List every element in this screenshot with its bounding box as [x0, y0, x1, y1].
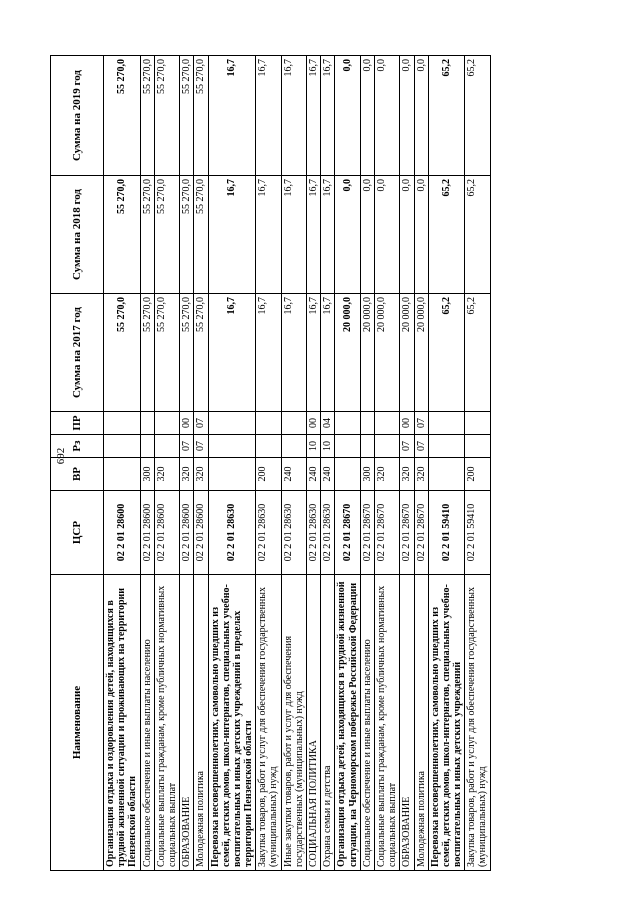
row-csr: 02 2 01 28600	[104, 491, 141, 575]
row-sum-2018: 55 270,0	[140, 176, 154, 294]
row-sum-2019: 16,7	[281, 56, 306, 176]
row-vr: 320	[194, 458, 208, 491]
row-sum-2019: 0,0	[400, 56, 414, 176]
row-vr: 320	[180, 458, 194, 491]
row-pr	[374, 412, 399, 435]
row-name: Социальные выплаты гражданам, кроме публичных нормативных социальных выплат	[154, 575, 179, 871]
row-pr	[140, 412, 154, 435]
row-pr	[104, 412, 141, 435]
row-name: Закупка товаров, работ и услуг для обеспечения государственных (муниципальных) нужд	[256, 575, 281, 871]
row-vr: 200	[465, 458, 490, 491]
row-vr: 300	[360, 458, 374, 491]
row-name: Социальное обеспечение и иные выплаты населению	[360, 575, 374, 871]
row-rz	[104, 435, 141, 458]
row-pr: 04	[321, 412, 335, 435]
header-vr: ВР	[51, 458, 104, 491]
row-sum-2018: 16,7	[281, 176, 306, 294]
row-csr: 02 2 01 28630	[321, 491, 335, 575]
row-name: ОБРАЗОВАНИЕ	[180, 575, 194, 871]
header-sum-2018: Сумма на 2018 год	[51, 176, 104, 294]
row-csr: 02 2 01 28630	[307, 491, 321, 575]
row-sum-2019: 55 270,0	[180, 56, 194, 176]
table-header-row	[51, 56, 104, 871]
row-csr: 02 2 01 59410	[428, 491, 465, 575]
row-csr: 02 2 01 28630	[256, 491, 281, 575]
row-sum-2019: 55 270,0	[104, 56, 141, 176]
row-sum-2018: 16,7	[208, 176, 256, 294]
row-rz: 10	[321, 435, 335, 458]
row-csr: 02 2 01 59410	[465, 491, 490, 575]
row-sum-2019: 16,7	[256, 56, 281, 176]
row-pr	[428, 412, 465, 435]
row-sum-2019: 0,0	[374, 56, 399, 176]
row-sum-2019: 65,2	[465, 56, 490, 176]
table-row	[307, 56, 321, 871]
row-name: Закупка товаров, работ и услуг для обеспечения государственных (муниципальных) нужд	[465, 575, 490, 871]
row-pr: 00	[307, 412, 321, 435]
row-sum-2018: 55 270,0	[154, 176, 179, 294]
row-sum-2019: 16,7	[307, 56, 321, 176]
row-csr: 02 2 01 28630	[281, 491, 306, 575]
row-pr: 00	[400, 412, 414, 435]
row-vr: 320	[414, 458, 428, 491]
row-csr: 02 2 01 28670	[335, 491, 360, 575]
row-sum-2017: 20 000,0	[335, 294, 360, 412]
row-sum-2018: 0,0	[400, 176, 414, 294]
row-sum-2017: 16,7	[321, 294, 335, 412]
row-sum-2017: 55 270,0	[194, 294, 208, 412]
row-sum-2018: 16,7	[321, 176, 335, 294]
row-pr: 00	[180, 412, 194, 435]
page-number: 692	[55, 447, 67, 465]
header-rz: Рз	[51, 435, 104, 458]
row-sum-2018: 65,2	[428, 176, 465, 294]
table-row	[321, 56, 335, 871]
row-vr: 200	[256, 458, 281, 491]
header-name: Наименование	[51, 575, 104, 871]
row-vr: 320	[154, 458, 179, 491]
row-csr: 02 2 01 28600	[154, 491, 179, 575]
table-row	[140, 56, 154, 871]
table-row	[414, 56, 428, 871]
header-sum-2019: Сумма на 2019 год	[51, 56, 104, 176]
row-sum-2017: 20 000,0	[360, 294, 374, 412]
row-rz	[465, 435, 490, 458]
row-name: Охрана семьи и детства	[321, 575, 335, 871]
row-name: Перевозка несовершеннолетних, самовольно ушедших из семей, детских домов, школ-интернатов, специальных учебно-воспитательных и иных детских учреждений в пределах территории Пензенской области	[208, 575, 256, 871]
row-rz	[374, 435, 399, 458]
row-sum-2017: 55 270,0	[104, 294, 141, 412]
row-rz: 07	[400, 435, 414, 458]
row-sum-2019: 0,0	[360, 56, 374, 176]
row-sum-2019: 55 270,0	[154, 56, 179, 176]
table-row	[194, 56, 208, 871]
row-rz	[281, 435, 306, 458]
rotated-page-content	[50, 56, 615, 871]
row-sum-2019: 55 270,0	[140, 56, 154, 176]
row-sum-2017: 55 270,0	[140, 294, 154, 412]
row-pr	[256, 412, 281, 435]
row-csr: 02 2 01 28670	[374, 491, 399, 575]
row-sum-2018: 0,0	[335, 176, 360, 294]
row-sum-2018: 55 270,0	[194, 176, 208, 294]
row-sum-2018: 0,0	[374, 176, 399, 294]
table-row	[400, 56, 414, 871]
row-sum-2017: 55 270,0	[154, 294, 179, 412]
table-row	[360, 56, 374, 871]
row-csr: 02 2 01 28670	[400, 491, 414, 575]
row-sum-2017: 20 000,0	[374, 294, 399, 412]
row-name: ОБРАЗОВАНИЕ	[400, 575, 414, 871]
row-pr	[335, 412, 360, 435]
row-sum-2018: 65,2	[465, 176, 490, 294]
row-rz	[256, 435, 281, 458]
row-csr: 02 2 01 28670	[414, 491, 428, 575]
row-sum-2018: 55 270,0	[104, 176, 141, 294]
row-name: Молодежная политика	[414, 575, 428, 871]
row-vr	[208, 458, 256, 491]
row-sum-2018: 0,0	[414, 176, 428, 294]
row-pr	[208, 412, 256, 435]
row-rz	[335, 435, 360, 458]
header-sum-2017: Сумма на 2017 год	[51, 294, 104, 412]
row-name: Организация отдыха и оздоровления детей, находящихся в трудной жизненной ситуации и проживающих на территории Пензенской области	[104, 575, 141, 871]
row-name: Социальные выплаты гражданам, кроме публичных нормативных социальных выплат	[374, 575, 399, 871]
row-sum-2017: 16,7	[208, 294, 256, 412]
row-sum-2019: 16,7	[321, 56, 335, 176]
row-rz	[208, 435, 256, 458]
row-vr: 320	[400, 458, 414, 491]
table-row	[104, 56, 141, 871]
row-sum-2017: 65,2	[465, 294, 490, 412]
row-sum-2017: 16,7	[307, 294, 321, 412]
row-sum-2018: 55 270,0	[180, 176, 194, 294]
row-rz	[154, 435, 179, 458]
row-vr: 320	[374, 458, 399, 491]
row-name: Организация отдыха детей, находящихся в трудной жизненной ситуации, на Черноморском побережье Российской Федерации	[335, 575, 360, 871]
row-vr: 240	[321, 458, 335, 491]
row-vr	[104, 458, 141, 491]
table-row	[281, 56, 306, 871]
table-row	[208, 56, 256, 871]
row-sum-2019: 0,0	[414, 56, 428, 176]
table-row	[465, 56, 490, 871]
table-row	[256, 56, 281, 871]
table-row	[180, 56, 194, 871]
row-pr	[465, 412, 490, 435]
row-vr	[335, 458, 360, 491]
row-sum-2019: 65,2	[428, 56, 465, 176]
row-pr	[281, 412, 306, 435]
row-csr: 02 2 01 28630	[208, 491, 256, 575]
row-name: СОЦИАЛЬНАЯ ПОЛИТИКА	[307, 575, 321, 871]
header-csr: ЦСР	[51, 491, 104, 575]
table-row	[335, 56, 360, 871]
row-sum-2018: 0,0	[360, 176, 374, 294]
row-sum-2017: 16,7	[256, 294, 281, 412]
row-rz	[140, 435, 154, 458]
row-name: Перевозка несовершеннолетних, самовольно ушедших из семей, детских домов, школ-интернатов, специальных учебно-воспитательных и иных детских учреждений	[428, 575, 465, 871]
table-row	[428, 56, 465, 871]
row-pr: 07	[194, 412, 208, 435]
row-vr: 240	[307, 458, 321, 491]
row-name: Молодежная политика	[194, 575, 208, 871]
row-name: Социальное обеспечение и иные выплаты населению	[140, 575, 154, 871]
row-rz	[428, 435, 465, 458]
row-pr	[154, 412, 179, 435]
row-rz: 07	[194, 435, 208, 458]
row-sum-2019: 55 270,0	[194, 56, 208, 176]
row-sum-2017: 55 270,0	[180, 294, 194, 412]
budget-table	[50, 55, 491, 871]
row-csr: 02 2 01 28670	[360, 491, 374, 575]
row-name: Иные закупки товаров, работ и услуг для обеспечения государственных (муниципальных) нужд	[281, 575, 306, 871]
row-vr	[428, 458, 465, 491]
row-rz: 10	[307, 435, 321, 458]
header-pr: ПР	[51, 412, 104, 435]
row-csr: 02 2 01 28600	[180, 491, 194, 575]
row-sum-2018: 16,7	[256, 176, 281, 294]
row-csr: 02 2 01 28600	[194, 491, 208, 575]
row-rz: 07	[180, 435, 194, 458]
row-sum-2017: 65,2	[428, 294, 465, 412]
table-body	[104, 56, 491, 871]
row-sum-2019: 0,0	[335, 56, 360, 176]
row-sum-2017: 16,7	[281, 294, 306, 412]
row-vr: 240	[281, 458, 306, 491]
row-rz	[360, 435, 374, 458]
row-vr: 300	[140, 458, 154, 491]
row-sum-2018: 16,7	[307, 176, 321, 294]
row-csr: 02 2 01 28600	[140, 491, 154, 575]
row-pr: 07	[414, 412, 428, 435]
row-sum-2019: 16,7	[208, 56, 256, 176]
row-pr	[360, 412, 374, 435]
row-rz: 07	[414, 435, 428, 458]
row-sum-2017: 20 000,0	[400, 294, 414, 412]
table-row	[374, 56, 399, 871]
table-row	[154, 56, 179, 871]
row-sum-2017: 20 000,0	[414, 294, 428, 412]
